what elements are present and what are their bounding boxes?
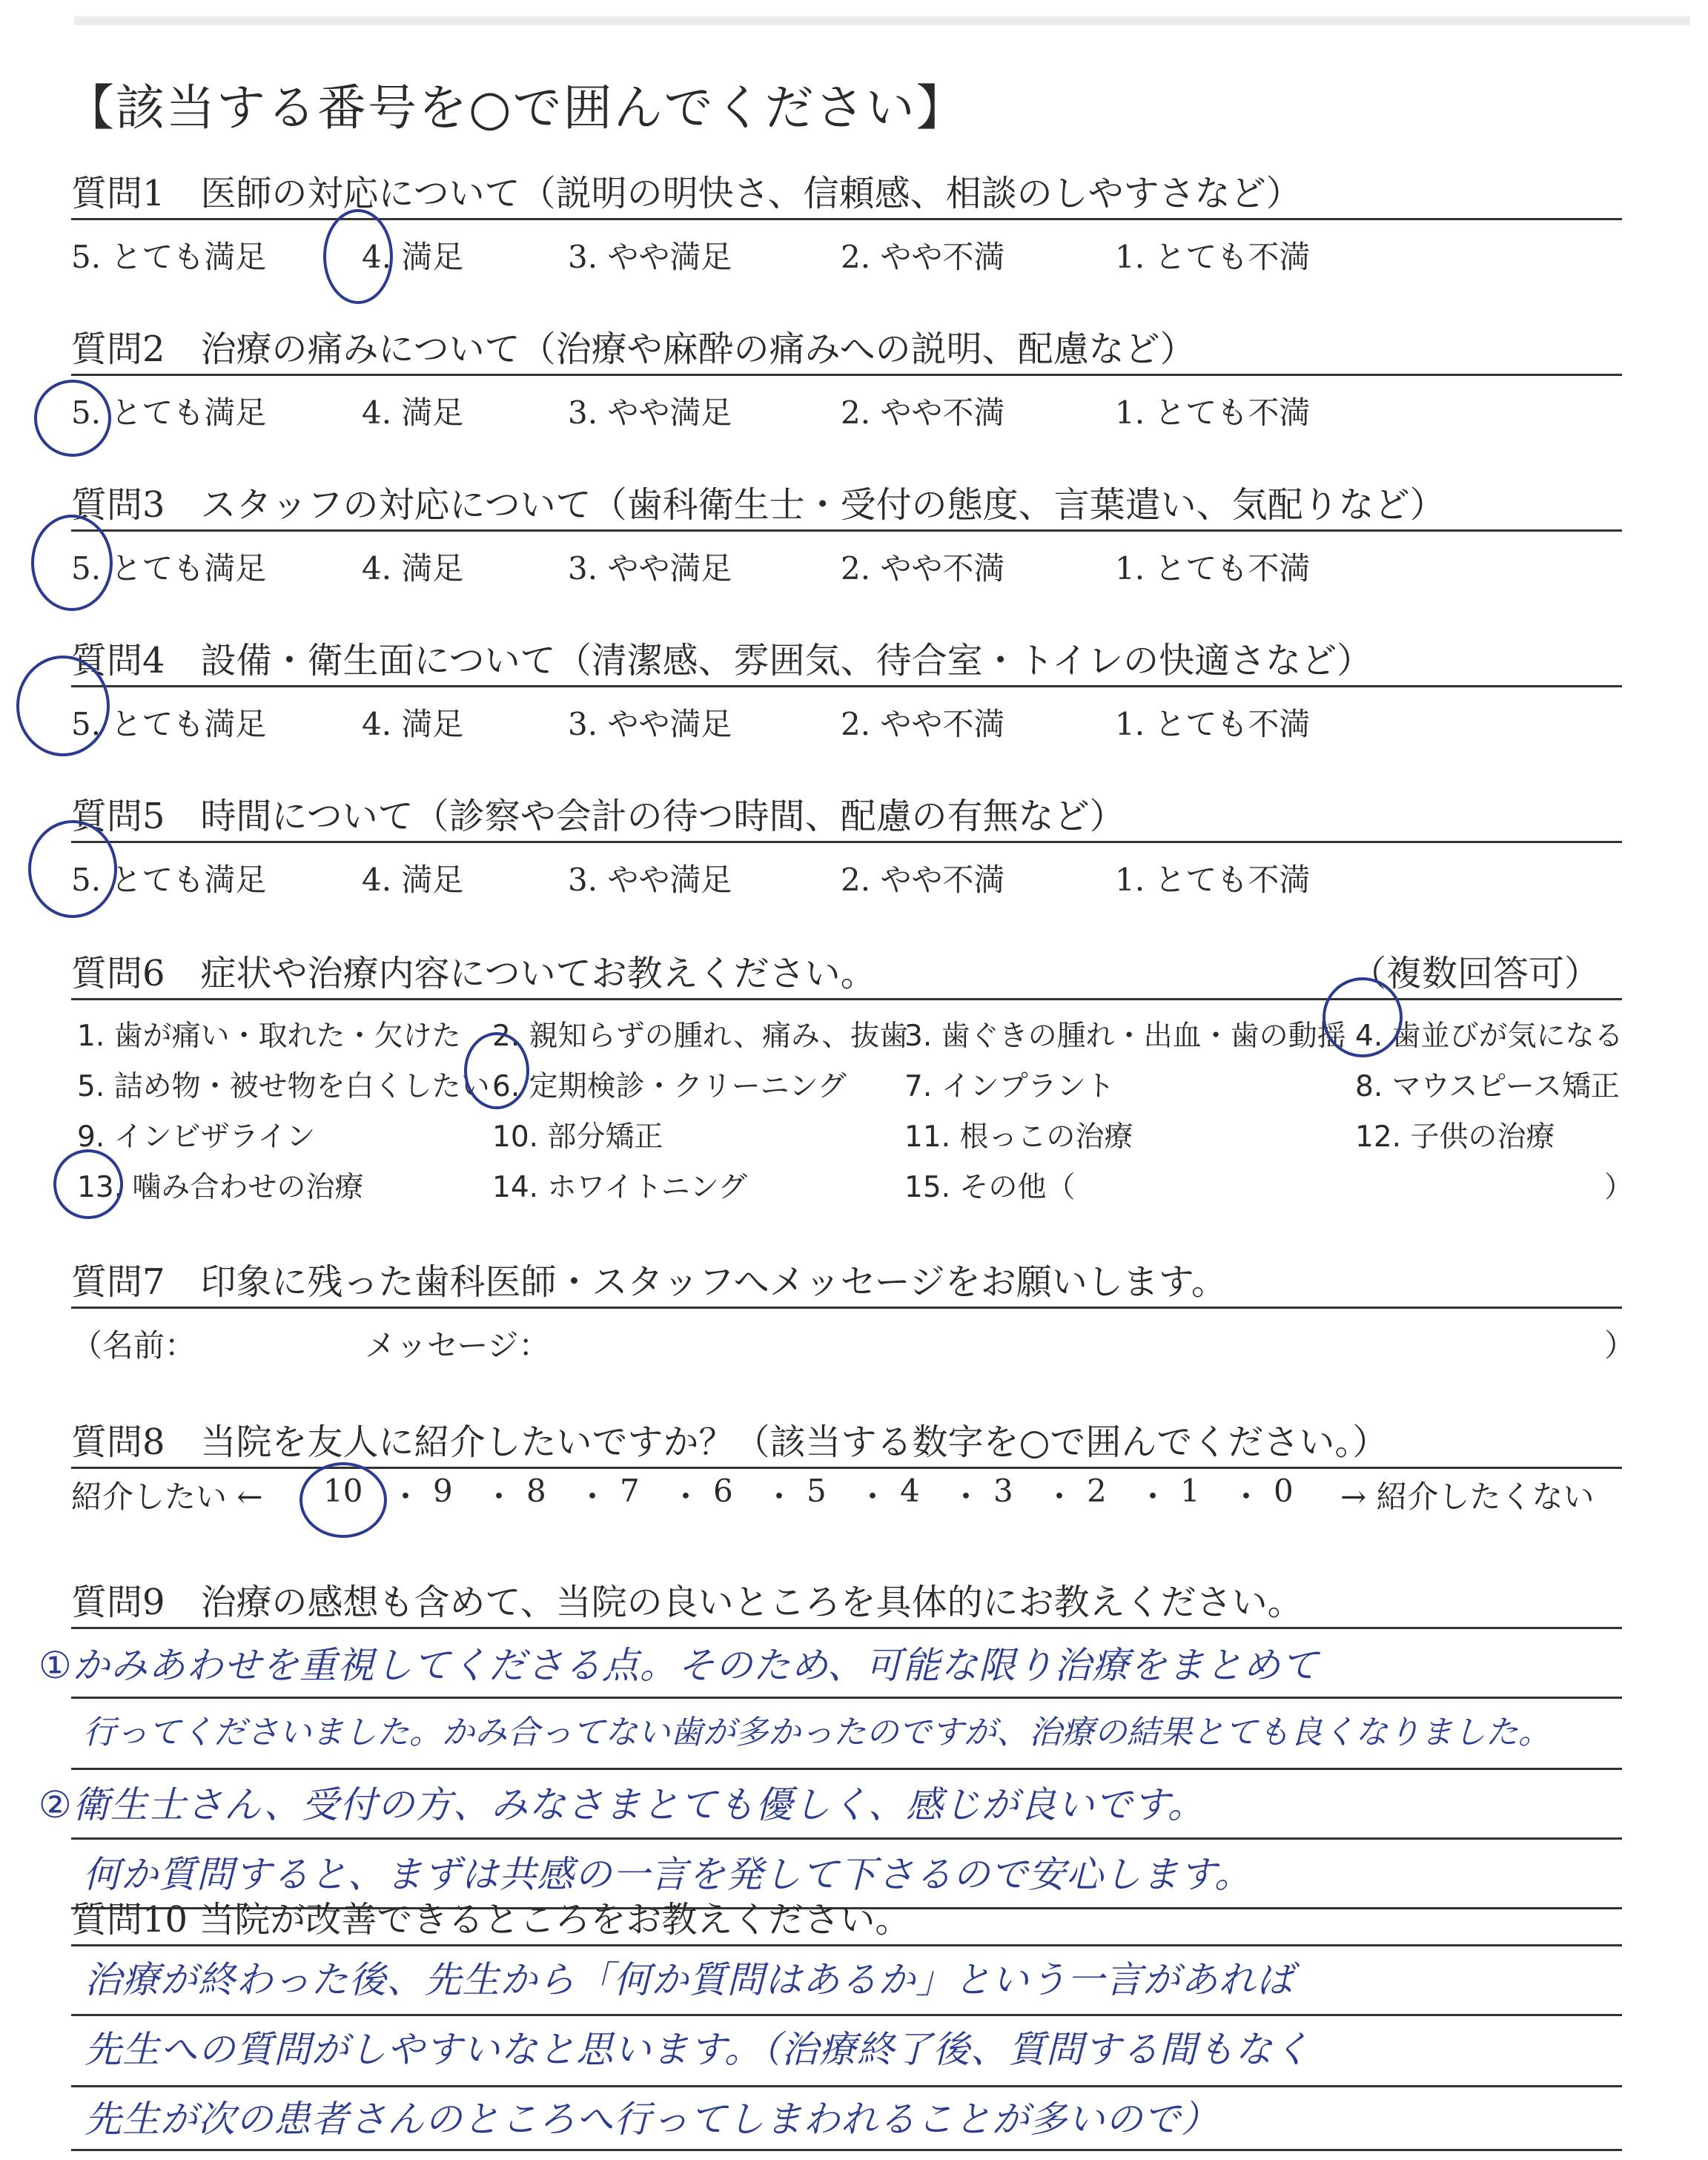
option-5[interactable]: 5. とても満足 [71, 239, 267, 275]
question-5-title: 質問5 時間について（診察や会計の待つ時間、配慮の有無など） [71, 796, 1125, 837]
option-3[interactable]: 3. やや満足 [568, 550, 732, 587]
rule [71, 685, 1622, 687]
option-3[interactable]: 3. やや満足 [568, 862, 732, 898]
scale-3[interactable]: 3 [993, 1473, 1013, 1509]
scale-dot: ・ [670, 1479, 702, 1515]
handwritten-answer-line: ②衛生士さん、受付の方、みなさまとても優しく、感じが良いです。 [39, 1783, 1205, 1826]
q6-option-15[interactable]: 15. その他（ [904, 1171, 1076, 1204]
handwritten-answer-line: 行ってくださいました。かみ合ってない歯が多かったのですが、治療の結果とても良くなりました。 [83, 1714, 1551, 1751]
rule [71, 841, 1622, 843]
q6-option-2[interactable]: 2. 親知らずの腫れ、痛み、抜歯 [492, 1020, 909, 1053]
option-4[interactable]: 4. 満足 [362, 394, 464, 431]
question-9-title: 質問9 治療の感想も含めて、当院の良いところを具体的にお教えください。 [71, 1582, 1303, 1623]
rule [71, 2149, 1622, 2151]
option-2[interactable]: 2. やや不満 [841, 706, 1005, 742]
scale-dot: ・ [577, 1479, 609, 1515]
scale-6[interactable]: 6 [713, 1473, 733, 1509]
q6-option-8[interactable]: 8. マウスピース矯正 [1355, 1070, 1620, 1103]
recommend-left-label: 紹介したい ← [71, 1479, 263, 1515]
rule [71, 1467, 1622, 1469]
option-1[interactable]: 1. とても不満 [1115, 394, 1311, 431]
rule [71, 1627, 1622, 1629]
rule [71, 529, 1622, 532]
scan-edge [74, 16, 1690, 25]
question-4-title: 質問4 設備・衛生面について（清潔感、雰囲気、待合室・トイレの快適さなど） [71, 640, 1373, 681]
rule [71, 1697, 1622, 1699]
option-1[interactable]: 1. とても不満 [1115, 862, 1311, 898]
handwritten-answer-line: 治療が終わった後、先生から「何か質問はあるか」という一言があれば [85, 1958, 1294, 2001]
q6-other-close-paren: ） [1604, 1171, 1634, 1204]
rule [71, 998, 1622, 1000]
message-label: メッセージ： [365, 1327, 550, 1364]
close-paren: ） [1604, 1327, 1636, 1364]
q6-option-9[interactable]: 9. インビザライン [77, 1120, 316, 1154]
q6-option-13[interactable]: 13. 噛み合わせの治療 [77, 1171, 364, 1204]
option-2[interactable]: 2. やや不満 [841, 862, 1005, 898]
scale-dot: ・ [764, 1479, 795, 1515]
rule [71, 1307, 1622, 1309]
question-6-note: （複数回答可） [1350, 953, 1600, 994]
scale-7[interactable]: 7 [620, 1473, 640, 1509]
scale-dot: ・ [1137, 1479, 1169, 1515]
question-2-title: 質問2 治療の痛みについて（治療や麻酔の痛みへの説明、配慮など） [71, 328, 1196, 370]
option-4[interactable]: 4. 満足 [362, 706, 464, 742]
recommend-right-label: → 紹介したくない [1340, 1479, 1595, 1515]
q6-option-6[interactable]: 6. 定期検診・クリーニング [492, 1070, 847, 1103]
q6-option-12[interactable]: 12. 子供の治療 [1355, 1120, 1555, 1154]
option-3[interactable]: 3. やや満足 [568, 239, 732, 275]
rule [71, 2085, 1622, 2087]
option-4[interactable]: 4. 満足 [362, 862, 464, 898]
option-2[interactable]: 2. やや不満 [841, 550, 1005, 587]
page-title: 【該当する番号を○で囲んでください】 [65, 79, 967, 136]
scale-5[interactable]: 5 [807, 1473, 827, 1509]
scale-0[interactable]: 0 [1274, 1473, 1294, 1509]
option-5[interactable]: 5. とても満足 [71, 706, 267, 742]
scale-dot: ・ [483, 1479, 515, 1515]
rule [71, 1944, 1622, 1946]
question-3-title: 質問3 スタッフの対応について（歯科衛生士・受付の態度、言葉遣い、気配りなど） [71, 484, 1446, 526]
option-3[interactable]: 3. やや満足 [568, 394, 732, 431]
option-4[interactable]: 4. 満足 [362, 239, 464, 275]
option-2[interactable]: 2. やや不満 [841, 394, 1005, 431]
q6-option-7[interactable]: 7. インプラント [904, 1070, 1115, 1103]
option-1[interactable]: 1. とても不満 [1115, 706, 1311, 742]
scale-dot: ・ [1044, 1479, 1076, 1515]
q6-option-4[interactable]: 4. 歯並びが気になる [1355, 1020, 1623, 1053]
option-2[interactable]: 2. やや不満 [841, 239, 1005, 275]
option-5[interactable]: 5. とても満足 [71, 394, 267, 431]
handwritten-answer-line: 先生が次の患者さんのところへ行ってしまわれることが多いので） [85, 2098, 1219, 2141]
scale-1[interactable]: 1 [1180, 1473, 1200, 1509]
q6-option-14[interactable]: 14. ホワイトニング [492, 1171, 747, 1204]
rule [71, 218, 1622, 220]
scale-dot: ・ [390, 1479, 422, 1515]
q6-option-11[interactable]: 11. 根っこの治療 [904, 1120, 1133, 1154]
rule [71, 374, 1622, 376]
rule [71, 2014, 1622, 2016]
handwritten-answer-line: ①かみあわせを重視してくださる点。そのため、可能な限り治療をまとめて [39, 1644, 1319, 1687]
question-1-title: 質問1 医師の対応について（説明の明快さ、信頼感、相談のしやすさなど） [71, 173, 1302, 214]
scale-9[interactable]: 9 [433, 1473, 453, 1509]
option-3[interactable]: 3. やや満足 [568, 706, 732, 742]
rule [71, 1837, 1622, 1840]
scale-dot: ・ [950, 1479, 982, 1515]
question-7-title: 質問7 印象に残った歯科医師・スタッフへメッセージをお願いします。 [71, 1261, 1227, 1303]
question-6-title: 質問6 症状や治療内容についてお教えください。 [71, 953, 876, 994]
q6-option-5[interactable]: 5. 詰め物・被せ物を白くしたい [77, 1070, 490, 1103]
question-10-title: 質問10 当院が改善できるところをお教えください。 [71, 1899, 911, 1941]
rule [71, 1768, 1622, 1770]
question-8-title: 質問8 当院を友人に紹介したいですか？（該当する数字を○で囲んでください。） [71, 1421, 1388, 1463]
scale-8[interactable]: 8 [526, 1473, 546, 1509]
scale-dot: ・ [1231, 1479, 1262, 1515]
scale-10[interactable]: 10 [323, 1473, 363, 1509]
option-1[interactable]: 1. とても不満 [1115, 239, 1311, 275]
option-1[interactable]: 1. とても不満 [1115, 550, 1311, 587]
scale-2[interactable]: 2 [1087, 1473, 1107, 1509]
scale-4[interactable]: 4 [900, 1473, 920, 1509]
q6-option-10[interactable]: 10. 部分矯正 [492, 1120, 663, 1154]
q6-option-3[interactable]: 3. 歯ぐきの腫れ・出血・歯の動揺 [904, 1020, 1346, 1053]
option-5[interactable]: 5. とても満足 [71, 550, 267, 587]
handwritten-answer-line: 何か質問すると、まずは共感の一言を発して下さるので安心します。 [83, 1853, 1252, 1896]
option-5[interactable]: 5. とても満足 [71, 862, 267, 898]
option-4[interactable]: 4. 満足 [362, 550, 464, 587]
q6-option-1[interactable]: 1. 歯が痛い・取れた・欠けた [77, 1020, 461, 1053]
name-label: （名前： [71, 1327, 196, 1364]
scale-dot: ・ [857, 1479, 889, 1515]
handwritten-answer-line: 先生への質問がしやすいなと思います。（治療終了後、質問する間もなく [85, 2028, 1311, 2071]
